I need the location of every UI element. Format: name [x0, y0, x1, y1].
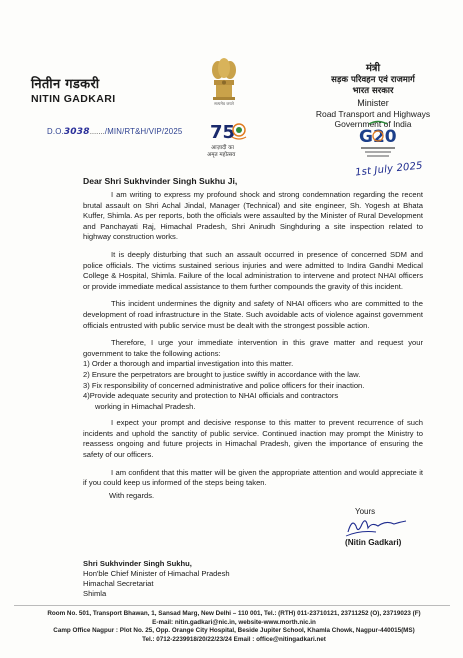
footer-line: Tel.: 0712-2239918/20/22/23/24 Email : office@nitingadkari.net — [142, 635, 326, 643]
handwritten-signature-icon — [342, 512, 412, 540]
footer-divider — [14, 605, 450, 606]
reference-number: D.O.3038......./MIN/RT&H/VIP/2025 — [47, 127, 183, 137]
paragraph-1: I am writing to express my profound shock and strong condemnation regarding the recent brutal assault on Shri Achal Jindal, Manager (Technical) and site engineer, Sh. Yogesh at Bhata Kuffer, Shimla. As per reports, both the officials were assaulted by the Minister of Rural Development and Panchayati Raj, Himachal Pradesh, Shri Anirudh Singhduring a site inspection related to highway construction works. — [83, 190, 423, 242]
g20-logo-icon — [355, 120, 401, 164]
closing-regards: With regards. — [109, 491, 155, 500]
mantri-label: मंत्री — [365, 63, 381, 74]
letter-body — [83, 190, 423, 496]
ref-handwritten-number: 3038 — [63, 127, 90, 137]
action-item: 2) Ensure the perpetrators are brought to justice swiftly in accordance with the law. — [83, 369, 361, 379]
addressee-block — [83, 559, 230, 599]
footer-line: E-mail: nitin.gadkari@nic.in, website-www.morth.nic.in — [152, 618, 316, 626]
azadi-75-text: 75 — [210, 122, 236, 143]
paragraph-2: It is deeply disturbing that such an assault occurred in presence of concerned SDM and police officials. The victims sustained serious injuries and were admitted to Indira Gandhi Medical College & Hospital, Shimla. Failure of the local administration to intervene and protect NHAI officers or provide immediate medical assistance to them further compounds the gravity of this incident. — [83, 249, 423, 291]
closing-yours: Yours — [355, 507, 376, 516]
ministry-hindi: सड़क परिवहन एवं राजमार्ग — [331, 75, 415, 85]
footer-line: Room No. 501, Transport Bhawan, 1, Sansad Marg, New Delhi – 110 001, Tel.: (RTH) 011-23710121, 23711252 (O), 23719023 (F) — [47, 610, 421, 617]
paragraph-5: I expect your prompt and decisive response to this matter to prevent recurrence of such incidents and uphold the sanctity of public service. Continued inaction may prompt the Ministry to reassess ongoing and future projects in Himachal Pradesh, given the importance of ensuring the safety of our officers. — [83, 418, 423, 460]
letter-date: 1st July 2025 — [354, 160, 424, 179]
action-item: 4)Provide adequate security and protection to NHAI officials and contractors — [83, 391, 339, 401]
action-item: 1) Order a thorough and impartial investigation into this matter. — [83, 359, 294, 369]
ref-prefix: D.O. — [47, 127, 64, 136]
azadi-text-line1: आज़ादी का — [211, 145, 234, 151]
svg-text:सत्यमेव जयते: सत्यमेव जयते — [214, 101, 234, 106]
paragraph-4: Therefore, I urge your immediate intervention in this grave matter and request your government to take the following actions: — [83, 338, 423, 358]
g20-text: G20 — [359, 127, 397, 147]
paragraph-3: This incident undermines the dignity and safety of NHAI officers who are committed to the development of road infrastructure in the State. Such avoidable acts of violence against government officials entrusted with public service must be dealt with the strongest possible action. — [83, 299, 423, 330]
addressee-city: Shimla — [83, 589, 107, 598]
addressee-name: Shri Sukhvinder Singh Sukhu, — [83, 559, 192, 568]
azadi-text-line2: अमृत महोत्सव — [207, 152, 236, 158]
paragraph-6: I am confident that this matter will be given the appropriate attention and would appreciate it if you could keep us informed of the steps being taken. — [83, 467, 423, 488]
action-item: 3) Fix responsibility of concerned administrative and police officers for their inaction. — [83, 380, 365, 390]
letterhead-footer — [14, 610, 454, 644]
salutation: Dear Shri Sukhvinder Singh Sukhu Ji, — [83, 176, 238, 186]
action-list — [83, 359, 423, 412]
signatory-name: (Nitin Gadkari) — [345, 538, 402, 547]
ministry-english: Road Transport and Highways — [315, 109, 431, 119]
govt-english: Government of India — [334, 119, 412, 129]
action-item-continuation: working in Himachal Pradesh. — [95, 401, 196, 411]
footer-line: Camp Office Nagpur : Plot No. 25, Opp. Orange City Hospital, Beside Jupiter School, Khamla Chowk, Nagpur-440015(MS) — [53, 627, 415, 635]
addressee-office: Himachal Secretariat — [83, 579, 154, 588]
national-emblem-icon — [208, 56, 240, 106]
minister-label: Minister — [357, 98, 389, 108]
ref-suffix: /MIN/RT&H/VIP/2025 — [104, 127, 183, 136]
sender-name-english: NITIN GADKARI — [31, 93, 116, 105]
addressee-title: Hon'ble Chief Minister of Himachal Pradesh — [83, 569, 230, 578]
govt-hindi: भारत सरकार — [352, 86, 394, 96]
sender-name-hindi: नितीन गडकरी — [31, 77, 100, 92]
